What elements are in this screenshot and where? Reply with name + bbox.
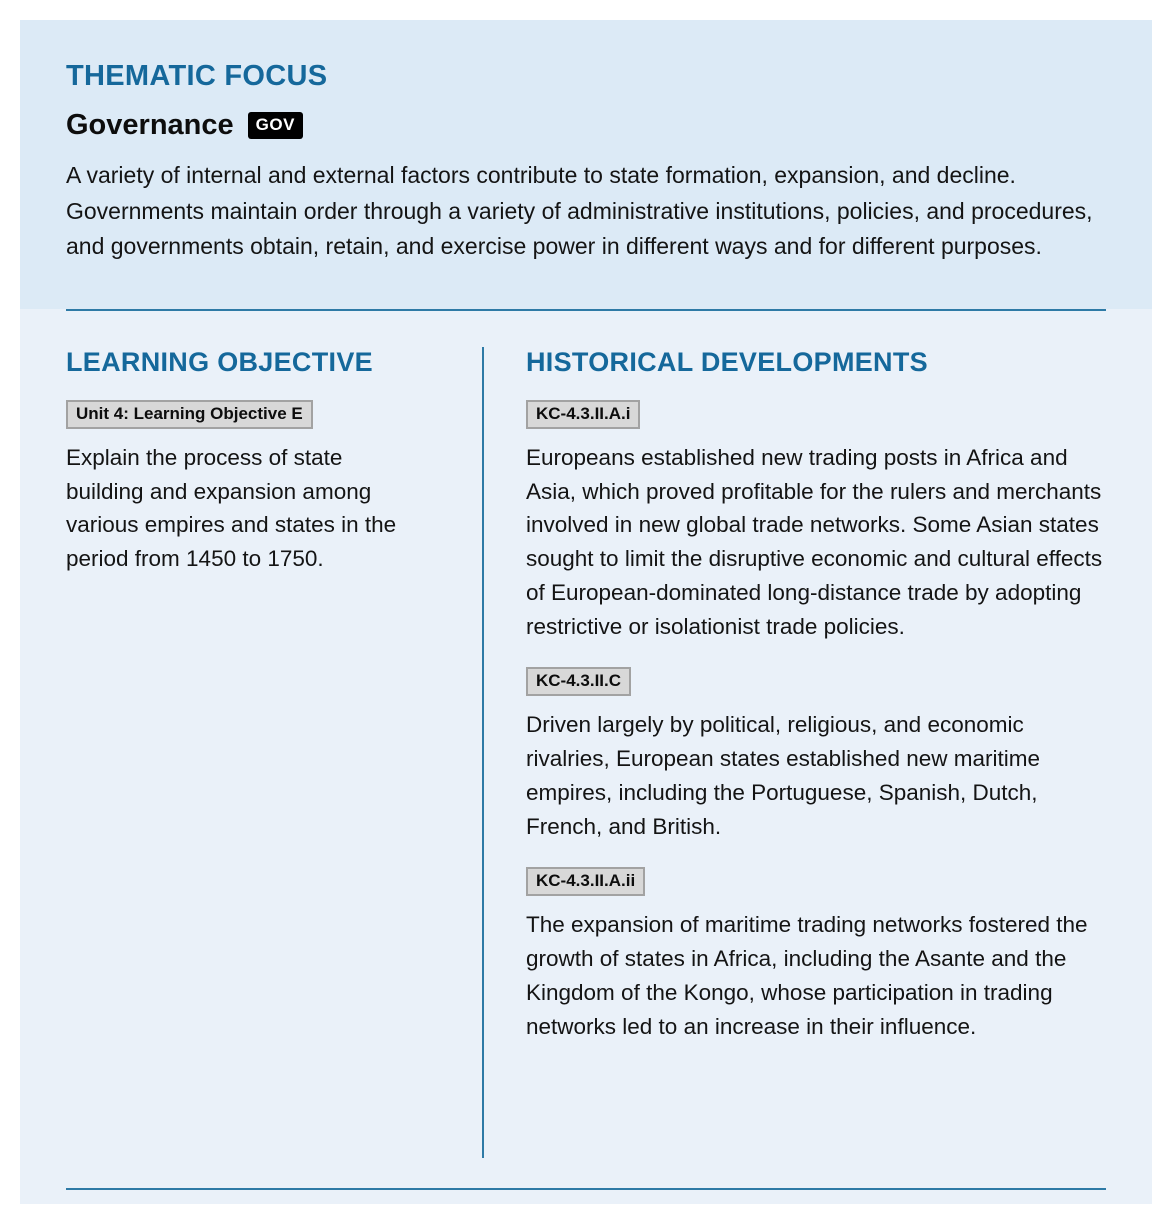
learning-objective-heading: LEARNING OBJECTIVE xyxy=(66,346,373,377)
learning-objective-column xyxy=(66,347,482,1158)
historical-developments-heading: HISTORICAL DEVELOPMENTS xyxy=(526,346,928,377)
theme-title: Governance xyxy=(66,109,234,141)
learning-objective-badge: Unit 4: Learning Objective E xyxy=(66,400,313,429)
thematic-focus-heading: THEMATIC FOCUS xyxy=(66,60,328,92)
kc-text: The expansion of maritime trading networks fostered the growth of states in Africa, including the Asante and the Kingdom of the Kongo, whose participation in trading networks led to an increase in their influence. xyxy=(526,912,1088,1039)
historical-development-item xyxy=(526,867,1106,1043)
thematic-focus-section xyxy=(20,20,1152,309)
historical-development-item xyxy=(526,400,1106,644)
columns-section xyxy=(66,309,1106,1190)
theme-code-badge: GOV xyxy=(248,112,303,139)
learning-objective-text: Explain the process of state building and expansion among various empires and states in the period from 1450 to 1750. xyxy=(66,444,397,572)
kc-badge: KC-4.3.II.A.ii xyxy=(526,867,645,896)
kc-text: Europeans established new trading posts in Africa and Asia, which proved profitable for the rulers and merchants involved in new global trade networks. Some Asian states sought to limit the disruptive economic and cultural effects of European-dominated long-distance trade by adopting restrictive or isolationist trade policies. xyxy=(526,444,1103,639)
framework-card xyxy=(20,20,1152,1204)
kc-badge: KC-4.3.II.C xyxy=(526,667,631,696)
historical-development-item xyxy=(526,667,1106,843)
kc-text: Driven largely by political, religious, and economic rivalries, European states established new maritime empires, including the Portuguese, Spanish, Dutch, French, and British. xyxy=(526,712,1040,839)
kc-badge: KC-4.3.II.A.i xyxy=(526,400,640,429)
historical-developments-column xyxy=(484,347,1106,1158)
theme-title-row xyxy=(66,109,1106,142)
thematic-focus-description: A variety of internal and external factors contribute to state formation, expansion, and decline. Governments maintain order through a variety of administrative institutions, policies, and procedures, and governments obtain, retain, and exercise power in different ways and for different purposes. xyxy=(66,162,1093,260)
